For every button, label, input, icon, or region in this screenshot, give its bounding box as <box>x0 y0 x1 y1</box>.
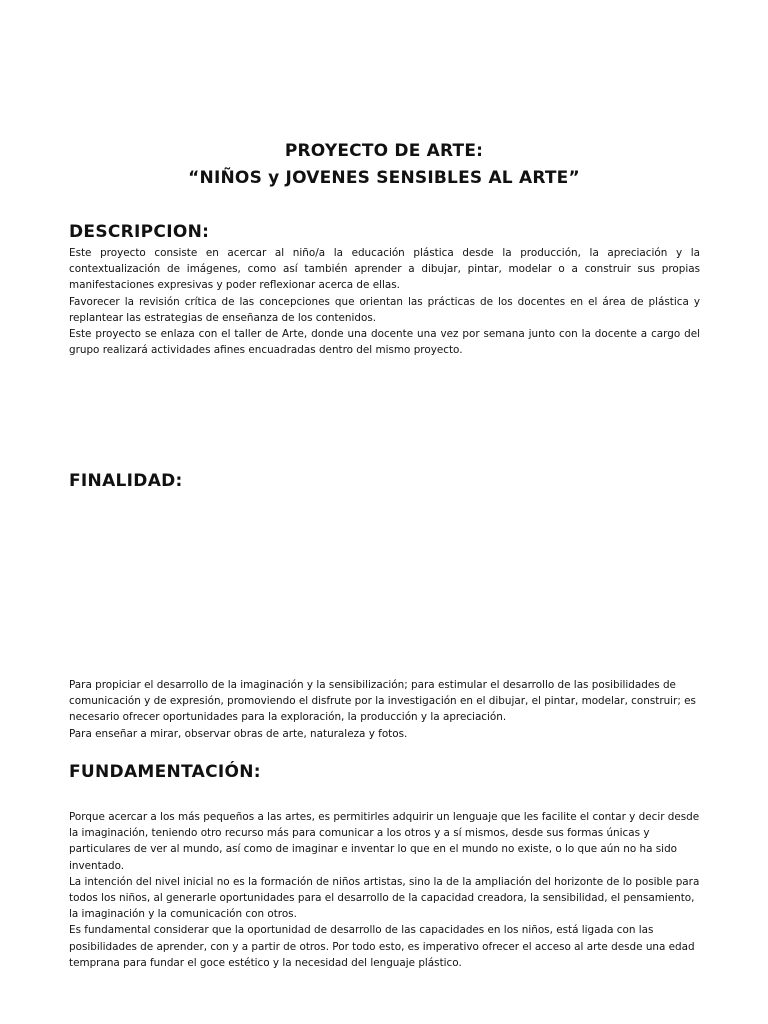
section-heading-finalidad: FINALIDAD: <box>69 471 183 491</box>
paragraph: Este proyecto consiste en acercar al niño/a la educación plástica desde la producción, la apreciación y la contextualización de imágenes, como así también aprender a dibujar, pintar, modelar o a construir sus propias manifestaciones expresivas y poder reflexionar acerca de ellas. <box>69 247 700 292</box>
paragraph: Para enseñar a mirar, observar obras de arte, naturaleza y fotos. <box>69 727 408 740</box>
section-body-fundamentacion <box>69 809 700 971</box>
section-body-descripcion <box>69 245 700 358</box>
section-body-finalidad <box>69 677 700 742</box>
paragraph: Porque acercar a los más pequeños a las artes, es permitirles adquirir un lenguaje que les facilite el contar y decir desde la imaginación, teniendo otro recurso más para comunicar a los otros y a sí mismos, desde sus formas únicas y particulares de ver al mundo, así como de imaginar e inventar lo que en el mundo no existe, o lo que aún no ha sido inventado. <box>69 811 700 872</box>
paragraph: La intención del nivel inicial no es la formación de niños artistas, sino la de la ampliación del horizonte de lo posible para todos los niños, al generarle oportunidades para el desarrollo de la capacidad creadora, la sensibilidad, el pensamiento, la imaginación y la comunicación con otros. <box>69 875 700 921</box>
paragraph: Para propiciar el desarrollo de la imaginación y la sensibilización; para estimular el desarrollo de las posibilidades de comunicación y de expresión, promoviendo el disfrute por la investigación en el dibujar, el pintar, modelar, construir; es necesario ofrecer oportunidades para la exploración, la producción y la apreciación. <box>69 679 696 724</box>
document-title-line1: PROYECTO DE ARTE: <box>284 141 484 161</box>
section-heading-descripcion: DESCRIPCION: <box>69 222 210 242</box>
paragraph: Es fundamental considerar que la oportunidad de desarrollo de las capacidades en los niños, está ligada con las posibilidades de aprender, con y a partir de otros. Por todo esto, es imperativo ofrecer el acceso al arte desde una edad temprana para fundar el goce estético y la necesidad del lenguaje plástico. <box>69 924 695 969</box>
paragraph: Este proyecto se enlaza con el taller de Arte, donde una docente una vez por semana junto con la docente a cargo del grupo realizará actividades afines encuadradas dentro del mismo proyecto. <box>69 328 700 357</box>
paragraph: Favorecer la revisión crítica de las concepciones que orientan las prácticas de los docentes en el área de plástica y replantear las estrategias de enseñanza de los contenidos. <box>69 295 700 324</box>
section-heading-fundamentacion: FUNDAMENTACIÓN: <box>69 762 261 782</box>
document-title-line2: “NIÑOS y JOVENES SENSIBLES AL ARTE” <box>188 168 580 188</box>
